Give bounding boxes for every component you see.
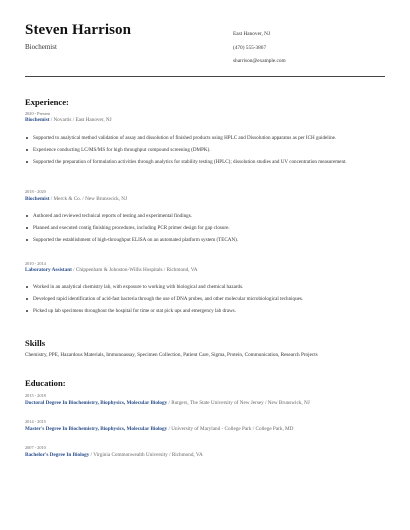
contact-location: East Hanover, NJ	[233, 31, 271, 37]
education-separator: /	[89, 452, 94, 458]
job-bullet: Supported the preparation of formulation activities through analytics for stability testing (HPLC); dissolution studies and UV concentration measurement.	[25, 159, 385, 166]
job-bullet: Picked up lab specimens throughout the hospital for time or stat pick ups and emergency lab draws.	[25, 308, 385, 315]
education-dates: 2007 - 2010	[25, 445, 46, 450]
job-bullets	[25, 135, 385, 171]
school-name: University of Maryland - College Park / College Park, MD	[171, 426, 294, 432]
education-entry	[25, 400, 310, 406]
job-dates: 2020 - Present	[25, 111, 50, 116]
education-separator: /	[167, 400, 172, 406]
education-separator: /	[167, 426, 172, 432]
job-title: Laboratory Assistant	[25, 267, 72, 273]
job-header	[25, 267, 198, 273]
job-bullets	[25, 284, 385, 320]
skills-list: Chemistry, PPE, Hazardous Materials, Immunoassay, Specimen Collection, Patient Care, Sigma, Protein, Communication, Research Projects	[25, 352, 318, 358]
job-header	[25, 196, 127, 202]
job-employer: Novartis / East Hanover, NJ	[53, 117, 112, 123]
job-bullet: Experience conducting LC/MS/MS for high throughput compound screening (DMPK).	[25, 147, 385, 154]
contact-email: sharrison@example.com	[233, 58, 286, 64]
candidate-name: Steven Harrison	[25, 22, 132, 38]
job-separator: /	[71, 267, 76, 273]
job-bullet: Developed rapid identification of acid-fast bacteria through the use of DNA probes, and other molecular microbiological techniques.	[25, 296, 385, 303]
job-header	[25, 117, 112, 123]
job-separator: /	[49, 117, 54, 123]
job-bullets	[25, 213, 385, 249]
job-bullet: Supported to analytical method validation of assay and dissolution of finished products using HPLC and Dissolution apparatus as per ICH guideline.	[25, 135, 385, 142]
job-title: Biochemist	[25, 117, 50, 123]
school-name: Rutgers, The State University of New Jersey / New Brunswick, NJ	[171, 400, 310, 406]
job-bullet: Authored and reviewed technical reports of testing and experimental findings.	[25, 213, 385, 220]
job-bullet: Worked in an analytical chemistry lab, with exposure to working with biological and chemical hazards.	[25, 284, 385, 291]
school-name: Virginia Commonwealth University / Richmond, VA	[93, 452, 203, 458]
degree-title: Master's Degree In Biochemistry, Biophysics, Molecular Biology	[25, 426, 168, 432]
job-bullet: Supported the establishment of high-throughput ELISA on an automated platform system (TECAN).	[25, 237, 385, 244]
education-entry	[25, 426, 293, 432]
contact-phone: (470) 555-3867	[233, 44, 267, 51]
candidate-role: Biochemist	[25, 43, 57, 51]
job-employer: Merck & Co. / New Brunswick, NJ	[53, 196, 128, 202]
education-heading: Education:	[25, 378, 66, 388]
degree-title: Doctoral Degree In Biochemistry, Biophysics, Molecular Biology	[25, 400, 168, 406]
job-dates: 2010 - 2014	[25, 261, 46, 266]
job-employer: Chippenham & Johnston-Willis Hospitals / Richmond, VA	[75, 267, 198, 273]
job-title: Biochemist	[25, 196, 50, 202]
skills-heading: Skills	[25, 338, 46, 348]
experience-heading: Experience:	[25, 97, 69, 107]
job-separator: /	[49, 196, 54, 202]
degree-title: Bachelor's Degree In Biology	[25, 452, 90, 458]
contact-info	[233, 28, 286, 69]
header-divider	[25, 76, 385, 77]
job-bullet: Planned and executed contig finishing procedures, including PCR primer design for gap closure.	[25, 225, 385, 232]
job-dates: 2018 - 2020	[25, 189, 46, 194]
education-dates: 2015 - 2018	[25, 393, 46, 398]
education-entry	[25, 452, 203, 458]
education-dates: 2014 - 2015	[25, 419, 46, 424]
